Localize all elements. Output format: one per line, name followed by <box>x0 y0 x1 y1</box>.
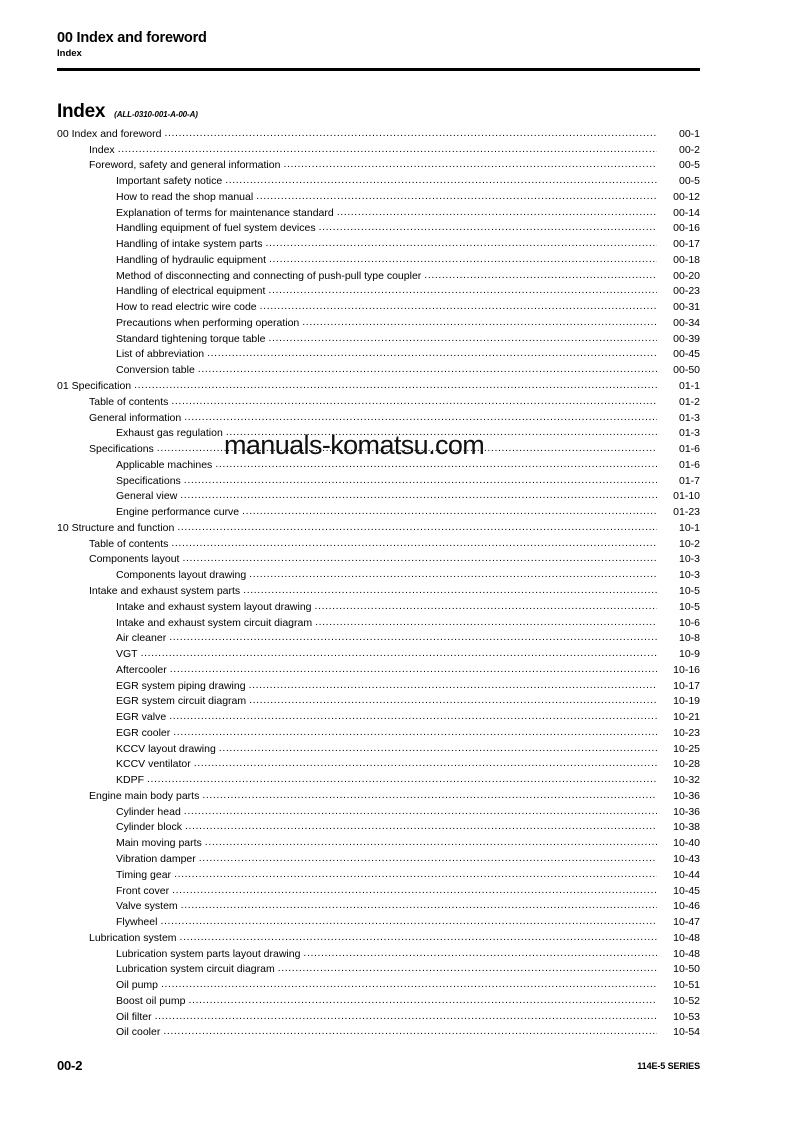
toc-entry-label: Foreword, safety and general information <box>89 159 281 172</box>
toc-entry[interactable] <box>57 882 700 898</box>
toc-entry-label: Conversion table <box>116 364 195 377</box>
header-section-subtitle: Index <box>57 48 82 59</box>
toc-entry-label: Important safety notice <box>116 175 223 188</box>
toc-entry-label: Lubrication system <box>89 931 177 944</box>
toc-leader-dots <box>177 523 657 535</box>
toc-entry-label: Oil cooler <box>116 1026 161 1039</box>
toc-entry[interactable] <box>57 519 700 535</box>
toc-entry-page-number: 01-3 <box>678 427 700 440</box>
toc-entry-label: EGR system circuit diagram <box>116 695 247 708</box>
toc-leader-dots <box>226 428 657 440</box>
toc-leader-dots <box>182 554 657 566</box>
toc-entry[interactable] <box>57 834 700 850</box>
toc-entry[interactable] <box>57 235 700 251</box>
toc-entry[interactable] <box>57 992 700 1008</box>
toc-leader-dots <box>268 286 657 298</box>
toc-entry-label: Handling of electrical equipment <box>116 285 266 298</box>
toc-leader-dots <box>242 507 657 519</box>
toc-leader-dots <box>184 807 657 819</box>
toc-leader-dots <box>181 901 657 913</box>
toc-entry-label: Specifications <box>89 443 154 456</box>
toc-entry[interactable] <box>57 614 700 630</box>
toc-leader-dots <box>170 665 657 677</box>
toc-leader-dots <box>194 759 657 771</box>
toc-entry-label: General view <box>116 490 178 503</box>
toc-entry-label: Flywheel <box>116 916 158 929</box>
toc-entry-page-number: 10-53 <box>673 1010 700 1023</box>
toc-entry[interactable] <box>57 157 700 173</box>
toc-leader-dots <box>215 460 657 472</box>
toc-leader-dots <box>225 176 657 188</box>
toc-entry-label: 01 Specification <box>57 380 132 393</box>
toc-entry[interactable] <box>57 472 700 488</box>
toc-entry-page-number: 00-2 <box>678 143 700 156</box>
toc-entry-page-number: 10-28 <box>673 758 700 771</box>
toc-entry-label: Handling of intake system parts <box>116 238 263 251</box>
toc-entry[interactable] <box>57 361 700 377</box>
toc-leader-dots <box>169 712 657 724</box>
toc-entry-page-number: 10-45 <box>673 884 700 897</box>
toc-entry[interactable] <box>57 693 700 709</box>
toc-entry-label: Standard tightening torque table <box>116 332 266 345</box>
toc-leader-dots <box>207 349 657 361</box>
toc-entry[interactable] <box>57 125 700 141</box>
toc-entry-label: Table of contents <box>89 395 169 408</box>
site-watermark: manuals-komatsu.com <box>224 430 485 460</box>
toc-entry-label: Applicable machines <box>116 458 213 471</box>
toc-entry-label: Cylinder head <box>116 805 181 818</box>
toc-entry[interactable] <box>57 283 700 299</box>
toc-leader-dots <box>155 1012 657 1024</box>
toc-entry-page-number: 00-5 <box>678 175 700 188</box>
toc-entry-label: Intake and exhaust system parts <box>89 584 241 597</box>
toc-leader-dots <box>219 744 657 756</box>
toc-entry[interactable] <box>57 141 700 157</box>
footer-series-label: 114E-5 SERIES <box>637 1061 700 1071</box>
toc-leader-dots <box>202 791 657 803</box>
toc-entry-label: EGR valve <box>116 711 167 724</box>
toc-entry[interactable] <box>57 756 700 772</box>
toc-entry[interactable] <box>57 598 700 614</box>
toc-leader-dots <box>141 649 657 661</box>
toc-leader-dots <box>118 145 657 157</box>
toc-entry[interactable] <box>57 172 700 188</box>
index-document-code: (ALL-0310-001-A-00-A) <box>114 110 198 119</box>
toc-entry-label: Index <box>89 143 115 156</box>
toc-entry-page-number: 10-5 <box>678 600 700 613</box>
toc-leader-dots <box>315 618 657 630</box>
toc-entry[interactable] <box>57 630 700 646</box>
toc-entry[interactable] <box>57 866 700 882</box>
toc-leader-dots <box>173 728 657 740</box>
toc-leader-dots <box>205 838 657 850</box>
toc-entry-page-number: 10-25 <box>673 742 700 755</box>
page-title: Index <box>57 101 106 122</box>
toc-entry-page-number: 01-2 <box>678 395 700 408</box>
toc-entry-label: Table of contents <box>89 537 169 550</box>
toc-entry-label: Lubrication system parts layout drawing <box>116 947 301 960</box>
toc-entry-label: Aftercooler <box>116 663 167 676</box>
toc-entry-label: 00 Index and foreword <box>57 127 162 140</box>
toc-entry-page-number: 01-6 <box>678 443 700 456</box>
toc-entry-page-number: 10-3 <box>678 569 700 582</box>
toc-entry-page-number: 10-23 <box>673 726 700 739</box>
toc-leader-dots <box>184 413 657 425</box>
toc-entry[interactable] <box>57 314 700 330</box>
toc-leader-dots <box>165 129 658 141</box>
toc-entry-label: How to read electric wire code <box>116 301 257 314</box>
toc-entry[interactable] <box>57 850 700 866</box>
toc-entry-page-number: 00-1 <box>678 127 700 140</box>
toc-entry-label: Exhaust gas regulation <box>116 427 223 440</box>
toc-entry[interactable] <box>57 1008 700 1024</box>
toc-entry-page-number: 00-34 <box>673 316 700 329</box>
toc-entry[interactable] <box>57 582 700 598</box>
table-of-contents <box>57 125 700 1039</box>
toc-entry-page-number: 10-48 <box>673 947 700 960</box>
header-divider-rule <box>57 68 700 71</box>
toc-entry-label: Boost oil pump <box>116 994 186 1007</box>
toc-entry-label: KCCV layout drawing <box>116 742 216 755</box>
toc-entry-page-number: 10-17 <box>673 679 700 692</box>
toc-entry-page-number: 00-31 <box>673 301 700 314</box>
toc-leader-dots <box>180 933 657 945</box>
toc-entry[interactable] <box>57 945 700 961</box>
toc-entry-page-number: 00-45 <box>673 348 700 361</box>
toc-entry[interactable] <box>57 346 700 362</box>
toc-entry[interactable] <box>57 661 700 677</box>
toc-entry[interactable] <box>57 251 700 267</box>
toc-entry-label: KCCV ventilator <box>116 758 191 771</box>
toc-entry-page-number: 01-7 <box>678 474 700 487</box>
toc-leader-dots <box>249 696 657 708</box>
toc-entry-label: Cylinder block <box>116 821 182 834</box>
toc-entry[interactable] <box>57 771 700 787</box>
toc-entry-label: Components layout <box>89 553 180 566</box>
toc-entry-page-number: 10-6 <box>678 616 700 629</box>
toc-entry[interactable] <box>57 1024 700 1040</box>
toc-entry-label: List of abbreviation <box>116 348 205 361</box>
toc-entry-page-number: 10-9 <box>678 648 700 661</box>
footer-page-number: 00-2 <box>57 1058 83 1073</box>
toc-entry[interactable] <box>57 535 700 551</box>
toc-entry-label: KDPF <box>116 774 145 787</box>
toc-entry[interactable] <box>57 740 700 756</box>
toc-leader-dots <box>278 964 657 976</box>
toc-leader-dots <box>169 633 657 645</box>
toc-entry-page-number: 10-43 <box>673 852 700 865</box>
toc-entry-label: EGR system piping drawing <box>116 679 246 692</box>
toc-leader-dots <box>161 980 657 992</box>
toc-leader-dots <box>268 334 657 346</box>
toc-entry-page-number: 01-3 <box>678 411 700 424</box>
toc-entry[interactable] <box>57 645 700 661</box>
toc-leader-dots <box>160 917 657 929</box>
toc-entry[interactable] <box>57 298 700 314</box>
toc-entry[interactable] <box>57 929 700 945</box>
toc-entry-page-number: 01-10 <box>673 490 700 503</box>
toc-entry-page-number: 10-46 <box>673 900 700 913</box>
toc-leader-dots <box>147 775 657 787</box>
toc-entry-page-number: 10-32 <box>673 774 700 787</box>
toc-entry-page-number: 01-23 <box>673 506 700 519</box>
toc-entry[interactable] <box>57 677 700 693</box>
toc-entry[interactable] <box>57 551 700 567</box>
toc-entry-label: Engine performance curve <box>116 506 240 519</box>
toc-entry[interactable] <box>57 724 700 740</box>
toc-leader-dots <box>184 476 657 488</box>
toc-entry[interactable] <box>57 803 700 819</box>
toc-entry-page-number: 01-1 <box>678 380 700 393</box>
toc-leader-dots <box>249 681 657 693</box>
toc-leader-dots <box>260 302 657 314</box>
toc-entry[interactable] <box>57 898 700 914</box>
toc-leader-dots <box>249 570 657 582</box>
toc-entry[interactable] <box>57 377 700 393</box>
toc-entry-label: General information <box>89 411 182 424</box>
toc-entry-page-number: 00-12 <box>673 190 700 203</box>
toc-entry-page-number: 10-16 <box>673 663 700 676</box>
toc-entry-page-number: 10-40 <box>673 837 700 850</box>
toc-entry-page-number: 00-5 <box>678 159 700 172</box>
toc-entry-page-number: 00-23 <box>673 285 700 298</box>
toc-entry-label: Specifications <box>116 474 181 487</box>
toc-leader-dots <box>243 586 657 598</box>
toc-entry[interactable] <box>57 913 700 929</box>
toc-entry-page-number: 00-50 <box>673 364 700 377</box>
toc-entry-page-number: 10-8 <box>678 632 700 645</box>
toc-entry-page-number: 10-54 <box>673 1026 700 1039</box>
toc-entry[interactable] <box>57 456 700 472</box>
toc-leader-dots <box>172 886 657 898</box>
running-header <box>57 30 700 60</box>
toc-leader-dots <box>315 602 657 614</box>
toc-entry-label: Valve system <box>116 900 178 913</box>
toc-entry-page-number: 10-51 <box>673 979 700 992</box>
header-section-title: 00 Index and foreword <box>57 30 207 46</box>
toc-entry-page-number: 10-5 <box>678 584 700 597</box>
toc-entry-page-number: 00-18 <box>673 253 700 266</box>
toc-entry-label: Lubrication system circuit diagram <box>116 963 275 976</box>
toc-entry-label: Intake and exhaust system circuit diagram <box>116 616 313 629</box>
toc-entry[interactable] <box>57 488 700 504</box>
toc-entry-label: Oil filter <box>116 1010 152 1023</box>
toc-entry-label: Components layout drawing <box>116 569 247 582</box>
toc-entry-label: Handling equipment of fuel system devices <box>116 222 316 235</box>
toc-leader-dots <box>337 208 657 220</box>
toc-entry[interactable] <box>57 267 700 283</box>
toc-leader-dots <box>157 444 657 456</box>
toc-entry-page-number: 01-6 <box>678 458 700 471</box>
toc-entry[interactable] <box>57 330 700 346</box>
toc-leader-dots <box>188 996 657 1008</box>
toc-entry-page-number: 10-3 <box>678 553 700 566</box>
toc-leader-dots <box>171 397 657 409</box>
toc-entry[interactable] <box>57 961 700 977</box>
toc-entry-label: Main moving parts <box>116 837 202 850</box>
toc-entry[interactable] <box>57 503 700 519</box>
toc-entry-page-number: 10-36 <box>673 805 700 818</box>
toc-leader-dots <box>256 192 657 204</box>
toc-entry-label: Engine main body parts <box>89 789 200 802</box>
toc-entry-page-number: 10-48 <box>673 931 700 944</box>
toc-entry-label: EGR cooler <box>116 726 171 739</box>
toc-entry-label: 10 Structure and function <box>57 521 175 534</box>
toc-leader-dots <box>283 160 657 172</box>
toc-entry-label: How to read the shop manual <box>116 190 254 203</box>
toc-leader-dots <box>199 854 657 866</box>
toc-entry-label: Handling of hydraulic equipment <box>116 253 267 266</box>
toc-entry-page-number: 10-19 <box>673 695 700 708</box>
toc-entry[interactable] <box>57 188 700 204</box>
toc-entry-label: Air cleaner <box>116 632 167 645</box>
toc-entry-page-number: 10-1 <box>678 521 700 534</box>
toc-entry-page-number: 10-47 <box>673 916 700 929</box>
toc-entry[interactable] <box>57 409 700 425</box>
toc-entry-label: VGT <box>116 648 138 661</box>
toc-leader-dots <box>163 1027 657 1039</box>
toc-entry-label: Intake and exhaust system layout drawing <box>116 600 312 613</box>
toc-leader-dots <box>198 365 657 377</box>
toc-leader-dots <box>134 381 657 393</box>
toc-entry-label: Front cover <box>116 884 170 897</box>
toc-leader-dots <box>303 949 657 961</box>
toc-leader-dots <box>171 539 657 551</box>
toc-entry-page-number: 10-52 <box>673 994 700 1007</box>
toc-entry-label: Method of disconnecting and connecting of push-pull type coupler <box>116 269 422 282</box>
toc-entry-label: Vibration damper <box>116 852 196 865</box>
toc-entry-label: Oil pump <box>116 979 159 992</box>
toc-entry-label: Explanation of terms for maintenance standard <box>116 206 334 219</box>
toc-entry[interactable] <box>57 976 700 992</box>
toc-entry-page-number: 10-36 <box>673 789 700 802</box>
toc-entry-page-number: 10-38 <box>673 821 700 834</box>
toc-entry[interactable] <box>57 204 700 220</box>
toc-leader-dots <box>180 491 657 503</box>
toc-entry-page-number: 00-39 <box>673 332 700 345</box>
toc-leader-dots <box>424 271 657 283</box>
toc-entry[interactable] <box>57 393 700 409</box>
toc-leader-dots <box>266 239 658 251</box>
toc-entry-page-number: 10-50 <box>673 963 700 976</box>
toc-entry-label: Precautions when performing operation <box>116 316 300 329</box>
toc-entry-page-number: 10-21 <box>673 711 700 724</box>
toc-entry-page-number: 00-17 <box>673 238 700 251</box>
toc-leader-dots <box>185 822 657 834</box>
toc-entry[interactable] <box>57 220 700 236</box>
toc-entry[interactable] <box>57 708 700 724</box>
toc-leader-dots <box>269 255 657 267</box>
toc-entry[interactable] <box>57 425 700 441</box>
toc-leader-dots <box>302 318 657 330</box>
toc-entry-page-number: 10-2 <box>678 537 700 550</box>
toc-entry-page-number: 00-14 <box>673 206 700 219</box>
toc-entry-label: Timing gear <box>116 868 172 881</box>
toc-entry[interactable] <box>57 566 700 582</box>
toc-entry[interactable] <box>57 440 700 456</box>
toc-leader-dots <box>319 223 657 235</box>
toc-entry-page-number: 10-44 <box>673 868 700 881</box>
toc-entry[interactable] <box>57 787 700 803</box>
toc-entry-page-number: 00-20 <box>673 269 700 282</box>
toc-entry[interactable] <box>57 819 700 835</box>
toc-leader-dots <box>174 870 657 882</box>
index-title-row <box>57 101 198 122</box>
toc-entry-page-number: 00-16 <box>673 222 700 235</box>
